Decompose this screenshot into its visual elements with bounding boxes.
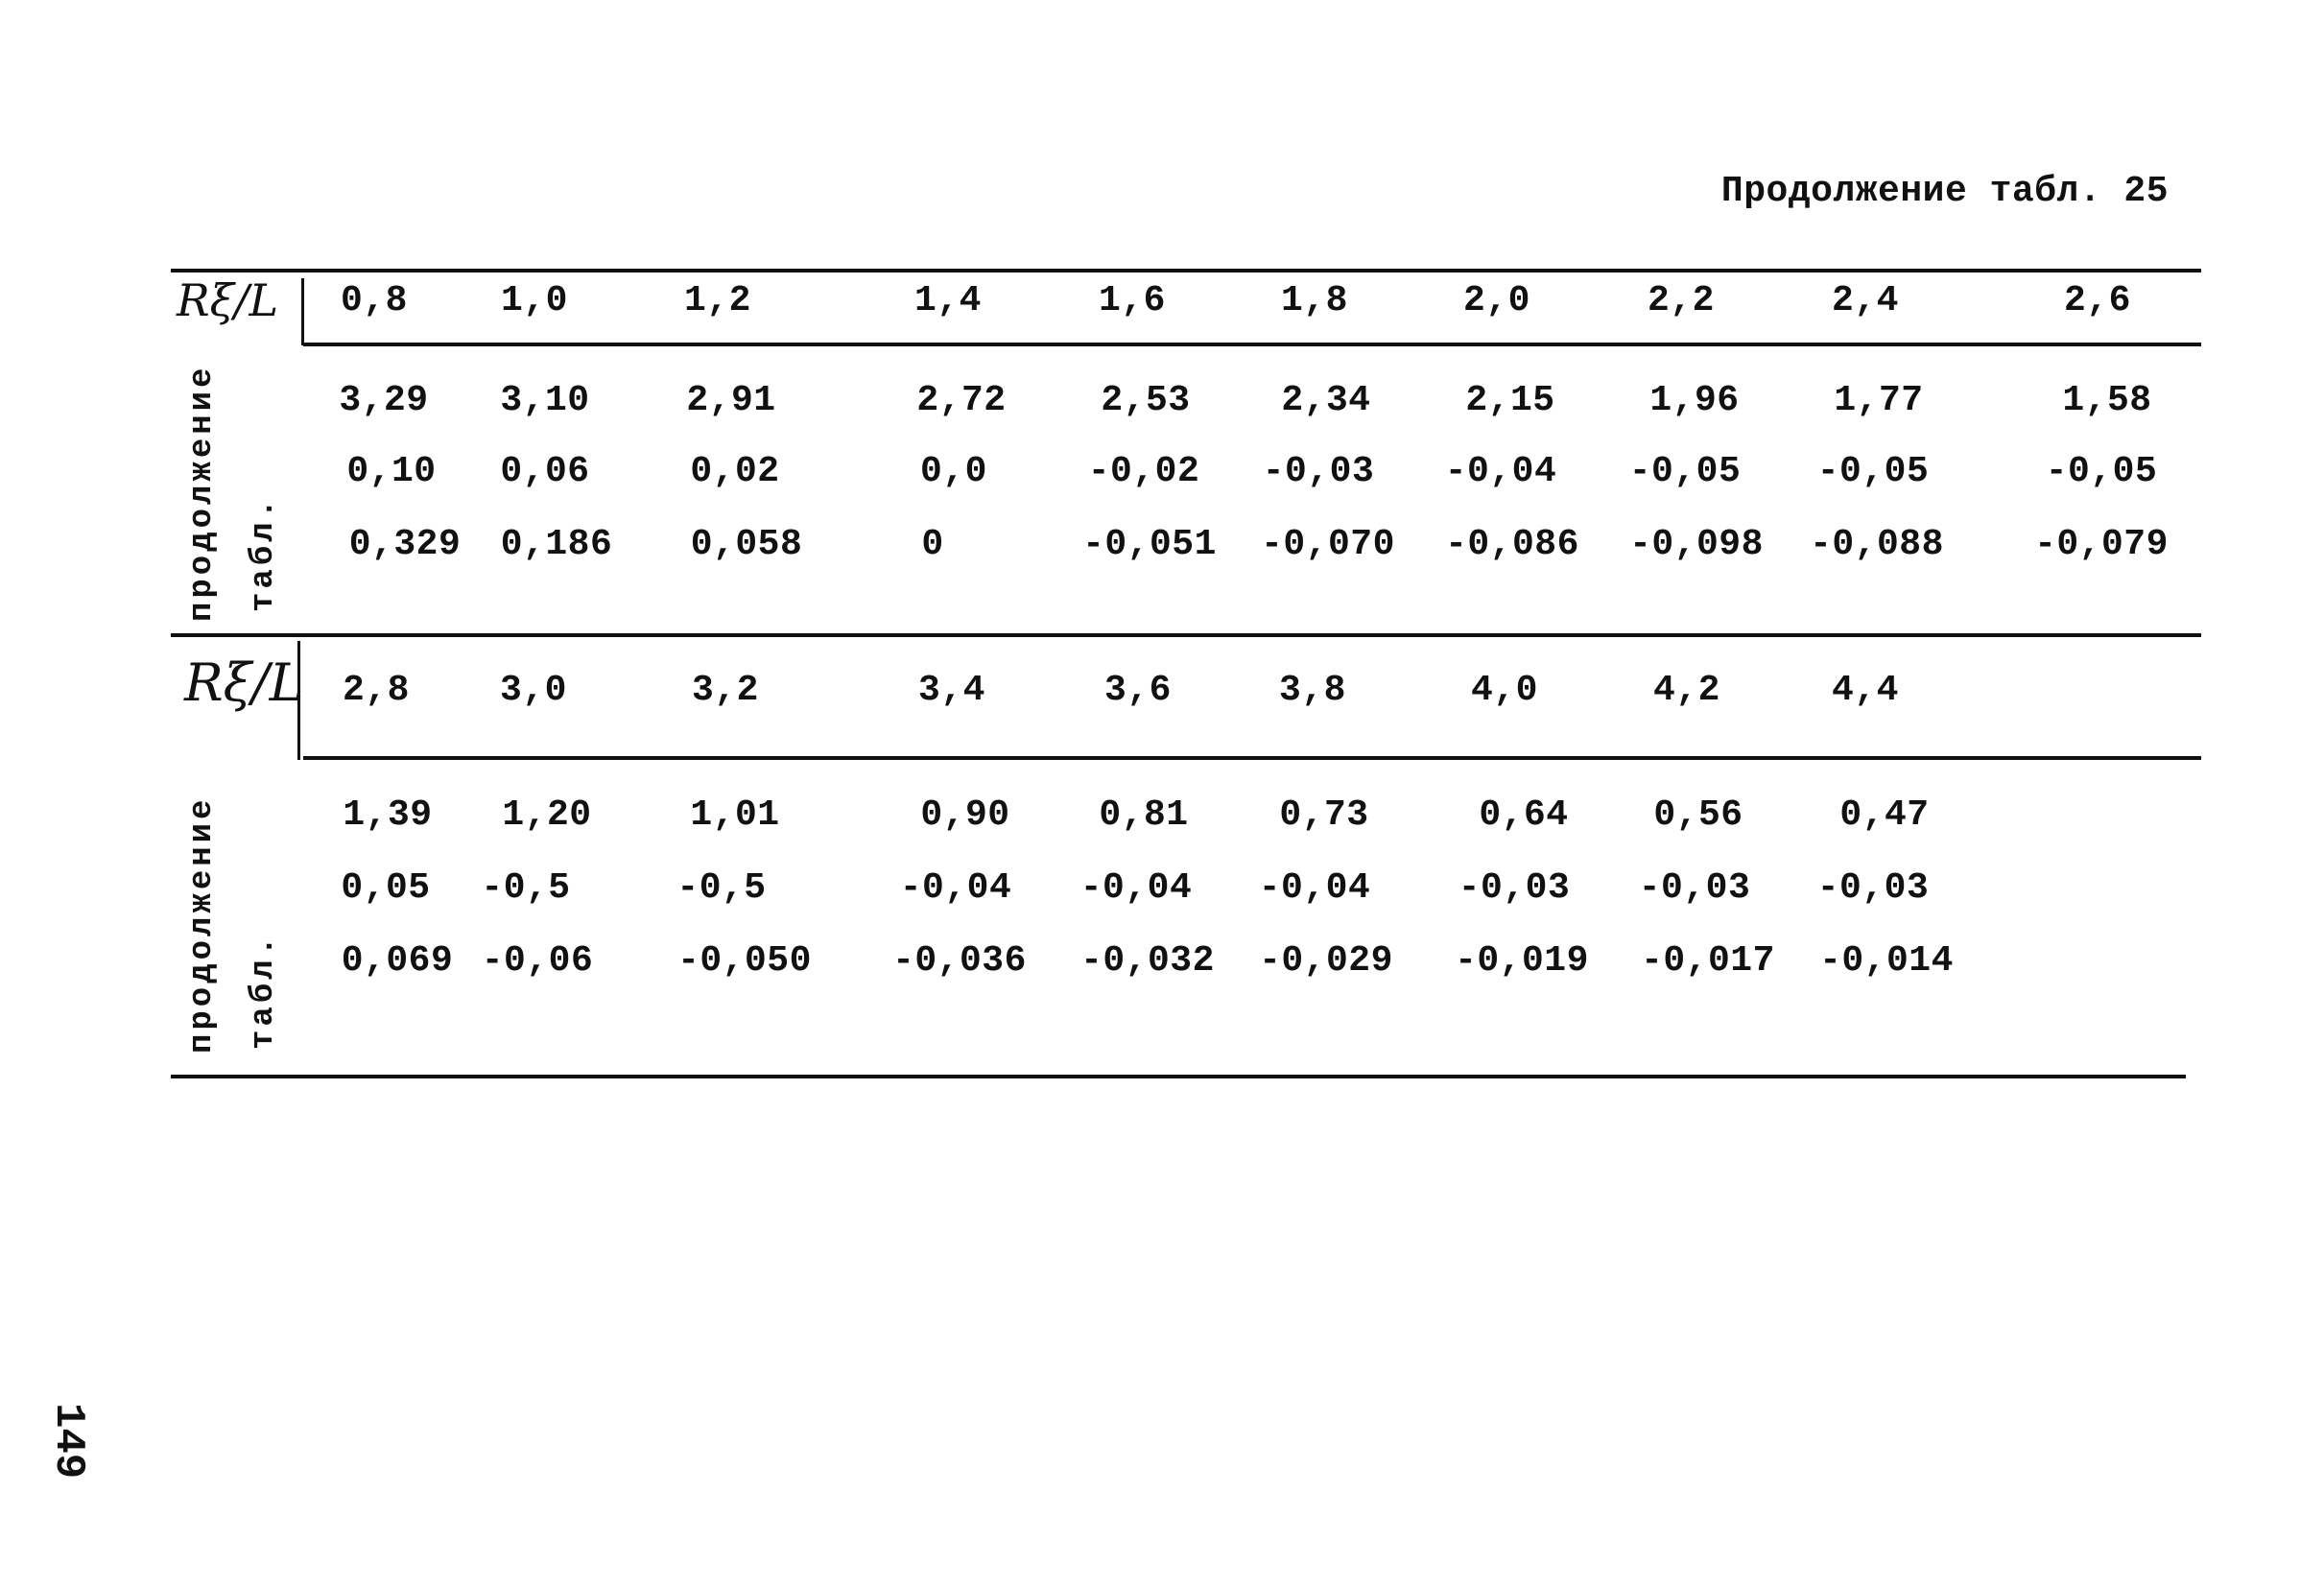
block-2-side-label-1: продолжение <box>184 795 221 1054</box>
block-1-row-2-cell: 0,0 <box>920 451 987 492</box>
block-2-row-3-cell: -0,029 <box>1259 940 1393 982</box>
block-1-row-3-cell: -0,086 <box>1445 524 1579 565</box>
block-2-row-1-cell: 0,81 <box>1099 794 1189 836</box>
block-1-row-3-cell: 0,329 <box>348 524 462 565</box>
block-1-col-header: 1,0 <box>501 280 568 321</box>
block-1-col-header: 1,2 <box>684 280 751 321</box>
block-2-row-2-cell: -0,03 <box>1458 867 1571 909</box>
block-1-row-2-cell: 0,10 <box>346 451 437 492</box>
block-2-row-1-cell: 0,73 <box>1279 794 1369 836</box>
block-2-row-3-cell: -0,032 <box>1080 940 1215 982</box>
block-1-row-3-cell: 0 <box>921 524 944 565</box>
block-1-row-2-cell: 0,02 <box>690 451 780 492</box>
block-1-row-1-cell: 2,15 <box>1465 380 1555 421</box>
block-1-row-3-cell: -0,079 <box>2034 524 2169 565</box>
block-1-row-2-cell: -0,04 <box>1444 451 1557 492</box>
block-2-row-1-cell: 0,64 <box>1479 794 1569 836</box>
block-2-header-label: Rξ/L <box>184 652 304 713</box>
block-1-row-3-cell: -0,098 <box>1629 524 1764 565</box>
block-2-row-2-cell: -0,03 <box>1638 867 1751 909</box>
table-bottom-rule <box>171 1075 2186 1078</box>
block-1-side-label-2: табл. <box>246 494 282 612</box>
block-2-top-rule <box>171 633 2201 637</box>
block-1-row-1-cell: 3,29 <box>339 380 429 421</box>
block-2-row-1-cell: 1,39 <box>343 794 433 836</box>
block-2-col-header: 3,0 <box>500 670 567 711</box>
block-2-col-header: 4,4 <box>1832 670 1899 711</box>
block-2-row-2-cell: -0,03 <box>1816 867 1930 909</box>
block-1-col-header: 0,8 <box>341 280 408 321</box>
block-2-row-1-cell: 1,20 <box>502 794 592 836</box>
block-1-col-header: 1,6 <box>1099 280 1166 321</box>
block-1-col-header: 2,0 <box>1463 280 1530 321</box>
table-caption: Продолжение табл. 25 <box>1720 171 2169 212</box>
block-2-row-1-cell: 0,47 <box>1839 794 1930 836</box>
block-1-row-2-cell: 0,06 <box>500 451 590 492</box>
block-1-row-2-cell: -0,05 <box>2045 451 2158 492</box>
block-1-row-3-cell: -0,070 <box>1261 524 1395 565</box>
block-2-row-2-cell: -0,04 <box>1258 867 1371 909</box>
block-1-row-2-cell: -0,05 <box>1628 451 1742 492</box>
block-2-col-header: 3,4 <box>918 670 985 711</box>
block-2-row-3-cell: -0,036 <box>892 940 1027 982</box>
block-2-col-header: 3,8 <box>1279 670 1346 711</box>
block-1-row-1-cell: 1,96 <box>1649 380 1740 421</box>
block-1-row-2-cell: -0,05 <box>1816 451 1930 492</box>
block-1-row-3-cell: 0,186 <box>500 524 613 565</box>
block-2-header-rule <box>303 756 2201 760</box>
block-2-row-3-cell: -0,06 <box>481 940 594 982</box>
block-1-side-label-1: продолжение <box>184 364 221 622</box>
block-2-row-3-cell: -0,017 <box>1641 940 1775 982</box>
block-2-row-3-cell: -0,014 <box>1819 940 1954 982</box>
block-2-col-header: 3,6 <box>1104 670 1172 711</box>
block-2-row-1-cell: 1,01 <box>690 794 780 836</box>
block-1-col-header: 2,2 <box>1648 280 1715 321</box>
block-2-row-2-cell: -0,04 <box>899 867 1012 909</box>
block-2-col-header: 4,0 <box>1471 670 1538 711</box>
block-2-row-2-cell: -0,5 <box>481 867 571 909</box>
block-1-row-2-cell: -0,02 <box>1087 451 1200 492</box>
block-1-header-label: Rξ/L <box>177 274 279 326</box>
block-1-row-1-cell: 1,58 <box>2062 380 2152 421</box>
block-1-row-1-cell: 3,10 <box>500 380 590 421</box>
block-1-row-1-cell: 2,91 <box>686 380 776 421</box>
block-1-row-1-cell: 2,72 <box>916 380 1007 421</box>
block-2-row-3-cell: -0,050 <box>677 940 812 982</box>
block-1-col-header: 1,4 <box>914 280 982 321</box>
block-1-row-3-cell: 0,058 <box>690 524 803 565</box>
block-2-row-1-cell: 0,90 <box>920 794 1010 836</box>
block-1-row-1-cell: 2,34 <box>1281 380 1371 421</box>
block-1-row-1-cell: 2,53 <box>1101 380 1191 421</box>
block-2-col-header: 3,2 <box>692 670 759 711</box>
block-1-col-header: 2,4 <box>1832 280 1899 321</box>
page-number: 149 <box>44 1403 92 1480</box>
block-2-col-header: 4,2 <box>1653 670 1720 711</box>
block-2-row-1-cell: 0,56 <box>1653 794 1743 836</box>
block-1-header-rule <box>303 343 2201 346</box>
block-1-row-1-cell: 1,77 <box>1834 380 1924 421</box>
block-2-row-3-cell: 0,069 <box>341 940 454 982</box>
block-2-side-label-2: табл. <box>246 932 282 1050</box>
block-1-col-header: 1,8 <box>1281 280 1348 321</box>
block-2-row-2-cell: 0,05 <box>341 867 431 909</box>
block-2-row-2-cell: -0,5 <box>676 867 767 909</box>
block-1-top-rule <box>171 269 2201 272</box>
block-2-row-3-cell: -0,019 <box>1455 940 1589 982</box>
block-2-col-header: 2,8 <box>343 670 410 711</box>
block-1-row-3-cell: -0,088 <box>1810 524 1944 565</box>
block-1-col-header: 2,6 <box>2064 280 2131 321</box>
block-1-row-2-cell: -0,03 <box>1262 451 1375 492</box>
block-1-row-3-cell: -0,051 <box>1082 524 1217 565</box>
block-2-row-2-cell: -0,04 <box>1079 867 1193 909</box>
